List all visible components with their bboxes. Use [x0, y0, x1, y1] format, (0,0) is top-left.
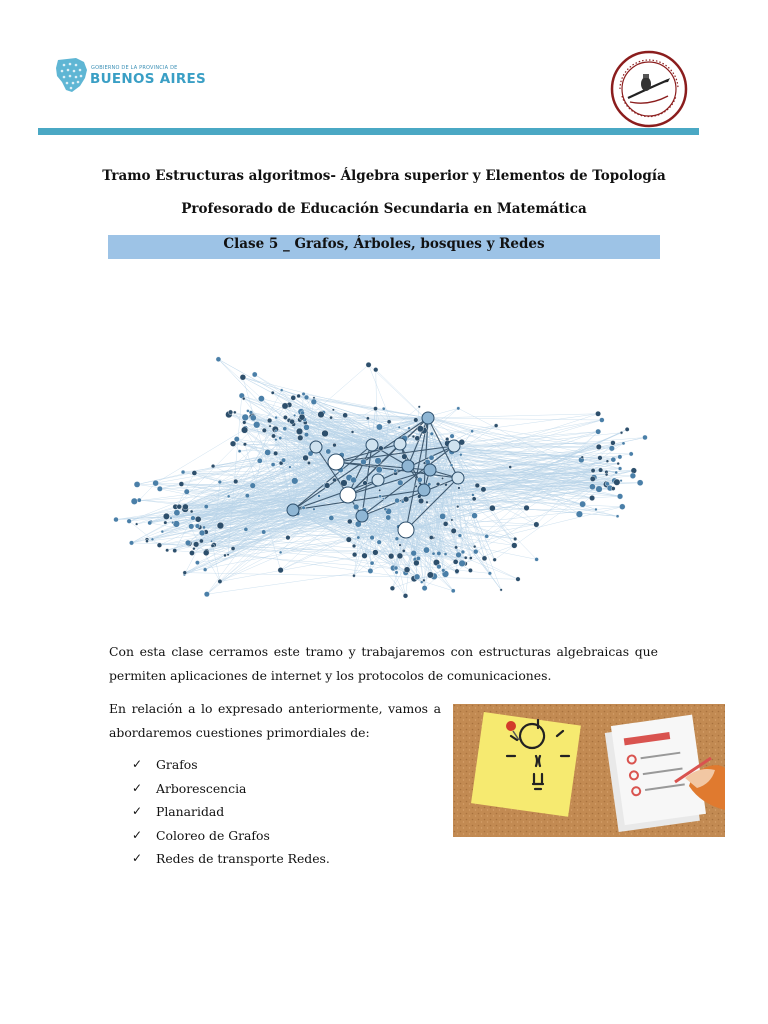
topic-label: Coloreo de Grafos — [156, 827, 270, 843]
relation-line-1: En relación a lo expresado anteriormente, vamos a — [109, 701, 441, 716]
topics-list — [132, 753, 330, 871]
checkmark-icon: ✓ — [132, 804, 143, 818]
header-rule — [38, 128, 699, 135]
list-item — [132, 777, 330, 801]
topic-label: Arborescencia — [156, 780, 247, 796]
topic-label: Redes de transporte Redes. — [156, 851, 330, 866]
list-item — [132, 824, 330, 848]
list-item — [132, 753, 330, 777]
relation-line-2: abordaremos cuestiones primordiales de: — [109, 725, 370, 740]
checkmark-icon: ✓ — [132, 827, 143, 842]
network-graph-illustration — [108, 330, 660, 602]
lightbulb-sticky-note-checklist-photo — [453, 704, 725, 837]
intro-line-1: Con esta clase cerramos este tramo y trabajaremos con estructuras algebraicas que — [109, 644, 658, 659]
intro-paragraph — [109, 640, 658, 688]
logo-big-text: BUENOS AIRES — [90, 71, 207, 87]
course-title: Tramo Estructuras algoritmos- Álgebra superior y Elementos de Topología — [102, 168, 666, 184]
checkmark-icon: ✓ — [132, 780, 143, 795]
checkmark-icon: ✓ — [132, 757, 143, 771]
list-item — [132, 800, 330, 824]
institute-seal-icon — [610, 50, 688, 128]
relation-paragraph — [109, 697, 441, 745]
class-banner: Clase 5 _ Grafos, Árboles, bosques y Redes — [108, 235, 660, 259]
logo-small-text: GOBIERNO DE LA PROVINCIA DE — [91, 65, 178, 71]
checkmark-icon: ✓ — [132, 851, 143, 865]
buenos-aires-logo — [54, 56, 207, 96]
province-map-icon — [54, 56, 90, 94]
list-item — [132, 847, 330, 871]
topic-label: Planaridad — [156, 804, 225, 819]
program-title: Profesorado de Educación Secundaria en Matemática — [181, 201, 587, 217]
intro-line-2: permiten aplicaciones de internet y los protocolos de comunicaciones. — [109, 668, 552, 683]
topic-label: Grafos — [156, 757, 198, 772]
